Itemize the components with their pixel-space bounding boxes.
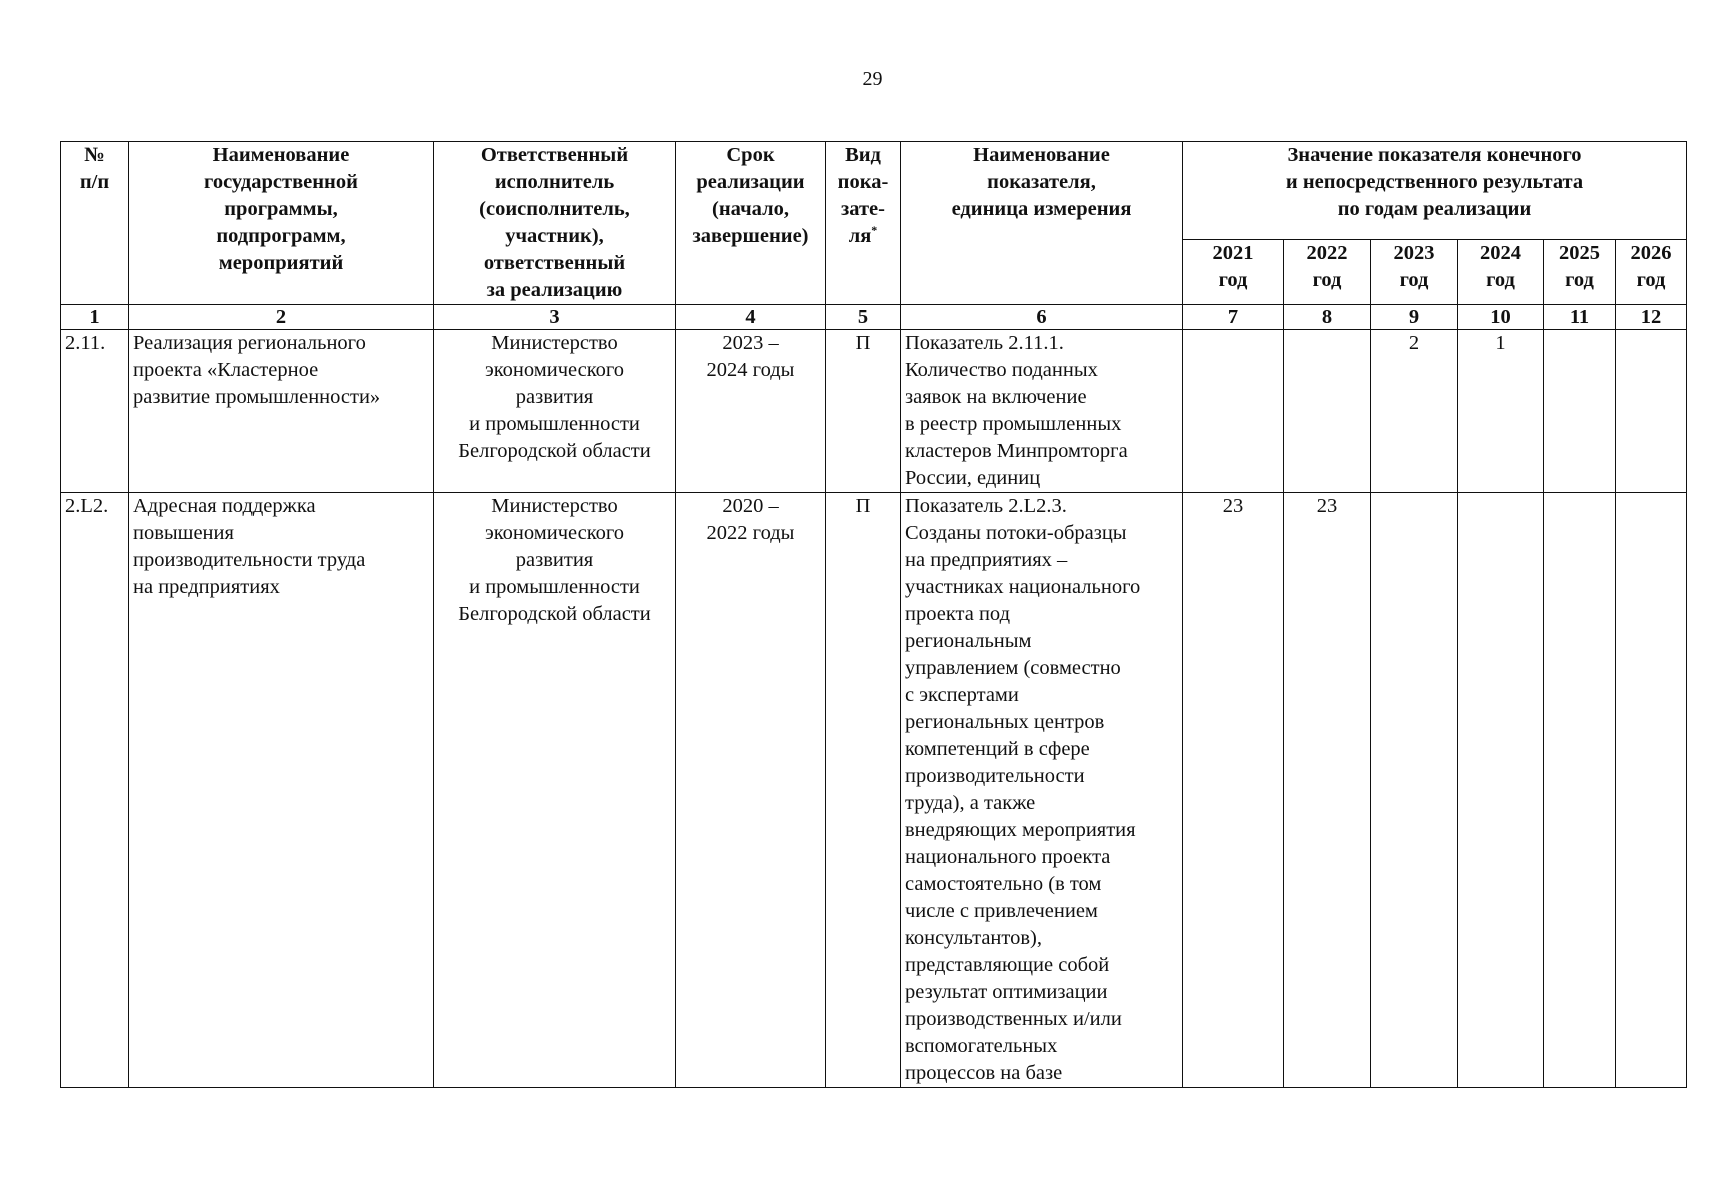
column-number: 9: [1371, 305, 1458, 330]
implementation-term: 2023 – 2024 годы: [676, 330, 826, 493]
indicator-name: Показатель 2.L2.3. Созданы потоки-образцы на предприятиях – участниках национального проекта под региональным управлением (совместно с экспертами региональных центров компетенций в сфере производительности труда), а также внедряющих мероприятия национального проекта самостоятельно (в том числе с привлечением консультантов), представляющие собой результат оптимизации производственных и/или вспомогательных процессов на базе: [901, 493, 1183, 1088]
value-2024: 1: [1458, 330, 1544, 493]
value-2021: [1183, 330, 1284, 493]
value-2021: 23: [1183, 493, 1284, 1088]
program-name: Адресная поддержка повышения производительности труда на предприятиях: [129, 493, 434, 1088]
column-number: 10: [1458, 305, 1544, 330]
executor: Министерство экономического развития и промышленности Белгородской области: [434, 330, 676, 493]
indicator-kind: П: [826, 330, 901, 493]
row-number: 2.L2.: [61, 493, 129, 1088]
table-row: [61, 330, 1687, 493]
header-indicator: Наименование показателя, единица измерения: [901, 142, 1183, 305]
header-year-2021: 2021 год: [1183, 239, 1284, 304]
header-kind: Вид пока- зате- ля*: [826, 142, 901, 305]
footnote-mark: *: [871, 223, 878, 238]
value-2026: [1616, 330, 1687, 493]
value-2025: [1544, 330, 1616, 493]
header-year-2024: 2024 год: [1458, 239, 1544, 304]
indicator-name: Показатель 2.11.1. Количество поданных заявок на включение в реестр промышленных кластеров Минпромторга России, единиц: [901, 330, 1183, 493]
column-number: 11: [1544, 305, 1616, 330]
column-number-row: [61, 305, 1687, 330]
implementation-term: 2020 – 2022 годы: [676, 493, 826, 1088]
header-year-2026: 2026 год: [1616, 239, 1687, 304]
header-year-2023: 2023 год: [1371, 239, 1458, 304]
column-number: 3: [434, 305, 676, 330]
value-2023: [1371, 493, 1458, 1088]
program-name: Реализация регионального проекта «Кластерное развитие промышленности»: [129, 330, 434, 493]
value-2025: [1544, 493, 1616, 1088]
header-year-2025: 2025 год: [1544, 239, 1616, 304]
column-number: 12: [1616, 305, 1687, 330]
executor: Министерство экономического развития и промышленности Белгородской области: [434, 493, 676, 1088]
column-number: 5: [826, 305, 901, 330]
value-2023: 2: [1371, 330, 1458, 493]
header-term: Срок реализации (начало, завершение): [676, 142, 826, 305]
indicator-kind: П: [826, 493, 901, 1088]
column-number: 4: [676, 305, 826, 330]
column-number: 7: [1183, 305, 1284, 330]
header-num: № п/п: [61, 142, 129, 305]
column-number: 8: [1284, 305, 1371, 330]
header-values-group: Значение показателя конечного и непосредственного результата по годам реализации: [1183, 142, 1687, 240]
page-number: 29: [862, 68, 883, 90]
indicator-table: [60, 141, 1687, 1088]
row-number: 2.11.: [61, 330, 129, 493]
column-number: 2: [129, 305, 434, 330]
header-executor: Ответственный исполнитель (соисполнитель, участник), ответственный за реализацию: [434, 142, 676, 305]
header-year-2022: 2022 год: [1284, 239, 1371, 304]
header-program: Наименование государственной программы, подпрограмм, мероприятий: [129, 142, 434, 305]
column-number: 1: [61, 305, 129, 330]
value-2022: 23: [1284, 493, 1371, 1088]
table-row: [61, 493, 1687, 1088]
column-number: 6: [901, 305, 1183, 330]
value-2024: [1458, 493, 1544, 1088]
value-2026: [1616, 493, 1687, 1088]
value-2022: [1284, 330, 1371, 493]
header-row: [61, 142, 1687, 240]
